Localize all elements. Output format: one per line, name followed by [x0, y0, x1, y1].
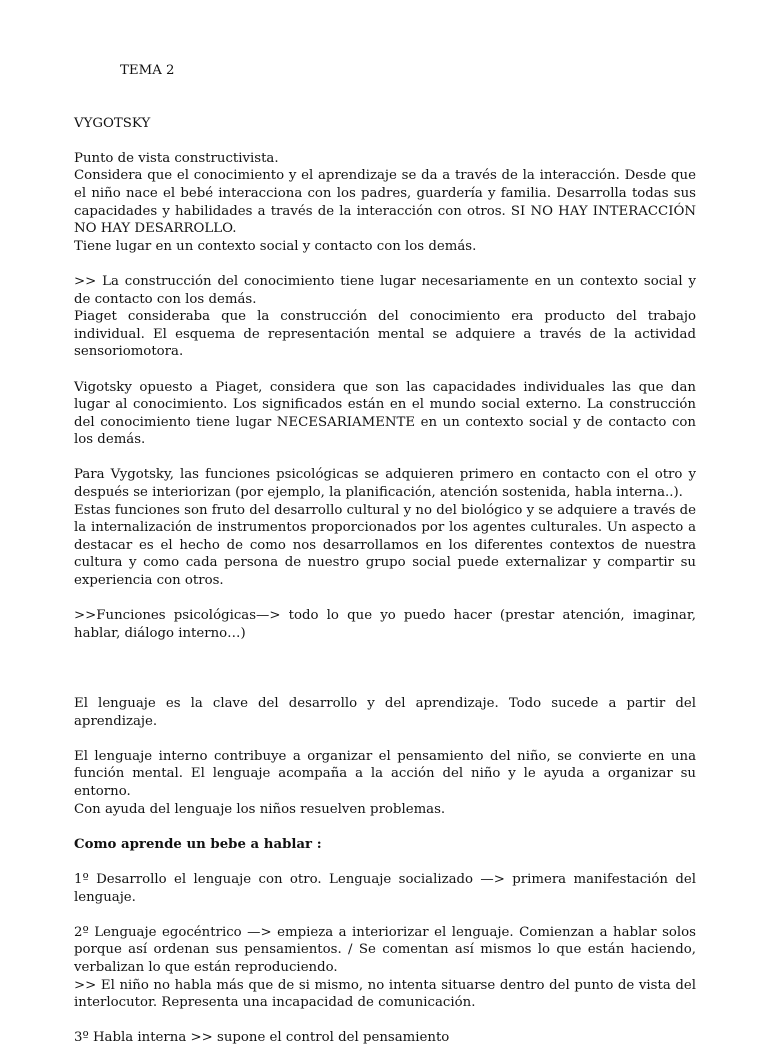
- topic-title: TEMA 2: [120, 63, 175, 78]
- paragraph-language-key: El lenguaje es la clave del desarrollo y del aprendizaje. Todo sucede a partir del aprendizaje.: [74, 696, 696, 729]
- text-line: Tiene lugar en un contexto social y contacto con los demás.: [74, 238, 477, 254]
- paragraph-construction: [74, 273, 696, 361]
- paragraph-psychological-functions: [74, 466, 696, 589]
- stage-3: 3º Habla interna >> supone el control del pensamiento: [74, 1030, 450, 1046]
- stage-1: 1º Desarrollo el lenguaje con otro. Lenguaje socializado —> primera manifestación del lenguaje.: [74, 871, 696, 905]
- paragraph-constructivist: [74, 150, 696, 256]
- stage-2: [74, 924, 696, 1012]
- paragraph-functions-note: >>Funciones psicológicas—> todo lo que yo puedo hacer (prestar atención, imaginar, hablar, diálogo interno…): [74, 608, 696, 641]
- section-heading: Como aprende un bebe a hablar :: [74, 836, 322, 852]
- author-heading: VYGOTSKY: [74, 115, 151, 131]
- text-line: >> El niño no habla más que de si mismo, no intenta situarse dentro del punto de vista del interlocutor. Representa una incapacidad de comunicación.: [74, 977, 696, 1011]
- text-line: 2º Lenguaje egocéntrico —> empieza a interiorizar el lenguaje. Comienzan a hablar solos porque así ordenan sus pensamientos. / Se comentan así mismos lo que están haciendo, verbalizan lo que están reproduciendo.: [74, 924, 696, 975]
- text-line: Estas funciones son fruto del desarrollo cultural y no del biológico y se adquiere a través de la internalización de instrumentos proporcionados por los agentes culturales. Un aspecto a destacar es el hecho de como nos desarrollamos en los diferentes contextos de nuestra cultura y como cada persona de nuestro grupo social puede externalizar y compartir su experiencia con otros.: [74, 502, 696, 589]
- text-line: Punto de vista constructivista.: [74, 150, 279, 166]
- text-line: Para Vygotsky, las funciones psicológicas se adquieren primero en contacto con el otro y después se interiorizan (por ejemplo, la planificación, atención sostenida, habla interna..).: [74, 467, 696, 501]
- text-line: Considera que el conocimiento y el aprendizaje se da a través de la interacción. Desde que el niño nace el bebé interacciona con los padres, guardería y familia. Desarrolla todas sus capacidades y habilidades a través de la interacción con otros. SI NO HAY INTERACCIÓN NO HAY DESARROLLO.: [74, 168, 696, 237]
- spacer: [74, 660, 696, 695]
- document-page: [74, 62, 696, 1047]
- paragraph-vigotsky-piaget: Vigotsky opuesto a Piaget, considera que son las capacidades individuales las que dan lugar al conocimiento. Los significados están en el mundo social externo. La construcción del conocimiento tiene lugar NECESARIAMENTE en un contexto social y de contacto con los demás.: [74, 379, 696, 448]
- text-line: Con ayuda del lenguaje los niños resuelven problemas.: [74, 801, 446, 817]
- text-line: >> La construcción del conocimiento tiene lugar necesariamente en un contexto social y de contacto con los demás.: [74, 273, 696, 307]
- paragraph-internal-language: [74, 748, 696, 818]
- text-line: El lenguaje interno contribuye a organizar el pensamiento del niño, se convierte en una función mental. El lenguaje acompaña a la acción del niño y le ayuda a organizar su entorno.: [74, 748, 696, 799]
- text-line: Piaget consideraba que la construcción del conocimiento era producto del trabajo individual. El esquema de representación mental se adquiere a través de la actividad sensoriomotora.: [74, 309, 696, 360]
